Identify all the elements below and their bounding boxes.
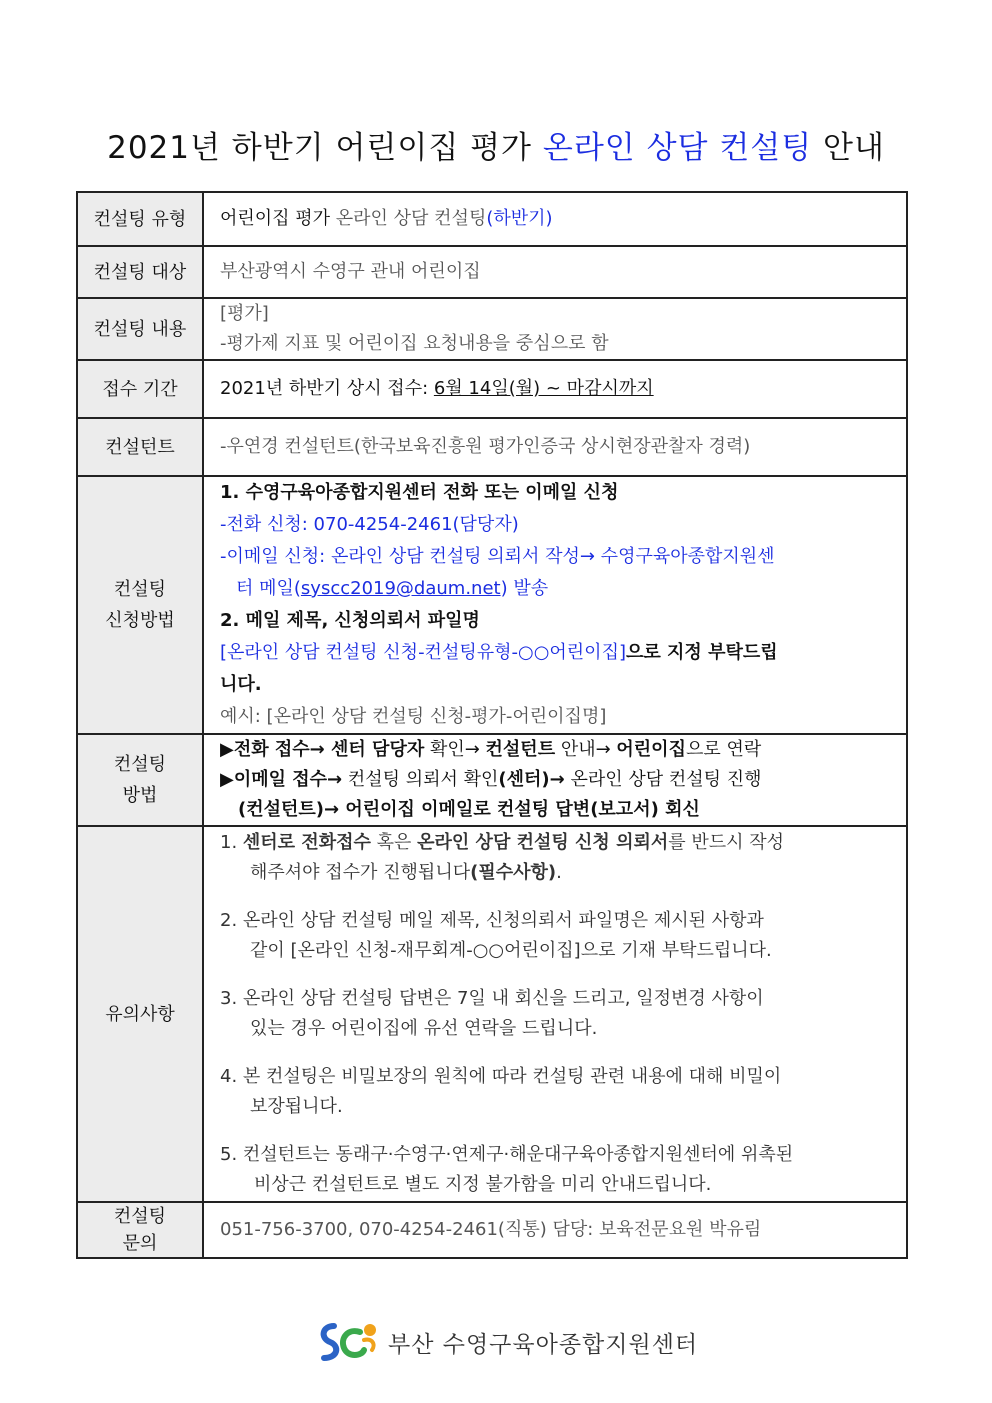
- label-type: 컨설팅 유형: [77, 192, 203, 246]
- row-notes: [77, 826, 907, 1202]
- note-4: [220, 1062, 896, 1122]
- note-2: [220, 906, 896, 966]
- label-period: 접수 기간: [77, 360, 203, 418]
- method-l2c: (센터)→: [498, 769, 565, 790]
- apply-line1: 1. 수영구육아종합지원센터 전화 또는 이메일 신청: [220, 482, 619, 503]
- apply-example: 예시: [온라인 상담 컨설팅 신청-평가-어린이집명]: [220, 706, 607, 727]
- email-link[interactable]: syscc2019@daum.net: [300, 578, 501, 599]
- note2-a: 2. 온라인 상담 컨설팅 메일 제목, 신청의뢰서 파일명은 제시된 사항과: [220, 910, 764, 931]
- row-target: [77, 246, 907, 298]
- value-period: [203, 360, 907, 418]
- method-l1b: 확인→: [424, 739, 486, 760]
- label-notes: 유의사항: [77, 826, 203, 1202]
- value-contact: 051-756-3700, 070-4254-2461(직통) 담당: 보육전문요원 박유림: [203, 1202, 907, 1258]
- apply-email-cont-a: 터 메일(: [236, 578, 301, 599]
- note1-g: (필수사항): [470, 862, 557, 883]
- note-1: [220, 828, 896, 888]
- label-apply-1: 컨설팅: [113, 579, 167, 600]
- center-logo-icon: [318, 1320, 380, 1364]
- title-highlight: 온라인 상담 컨설팅: [542, 130, 813, 166]
- note-5: [220, 1140, 896, 1200]
- info-table: [76, 191, 908, 1259]
- title-part3: 안내: [812, 130, 885, 166]
- type-value-b: 온라인 상담 컨설팅: [335, 208, 487, 229]
- note1-h: .: [556, 862, 562, 883]
- row-content: [77, 298, 907, 360]
- note5-b: 비상근 컨설턴트로 별도 지정 불가함을 미리 안내드립니다.: [254, 1174, 712, 1195]
- value-target: 부산광역시 수영구 관내 어린이집: [203, 246, 907, 298]
- method-l1e: 어린이집: [616, 739, 686, 760]
- note1-num: 1.: [220, 832, 243, 853]
- apply-line6: [220, 637, 896, 669]
- note1-c: 혹은: [370, 832, 418, 853]
- method-l2b: 컨설팅 의뢰서 확인: [342, 769, 499, 790]
- apply-email-cont: [220, 573, 896, 605]
- content-line1: [평가]: [220, 303, 269, 324]
- period-deadline: 6월 14일(월) ~ 마감시까지: [433, 378, 654, 399]
- apply-email-cont-c: ) 발송: [500, 578, 549, 599]
- note-3: [220, 984, 896, 1044]
- type-value-c: (하반기): [486, 208, 553, 229]
- apply-email: -이메일 신청: 온라인 상담 컨설팅 의뢰서 작성→ 수영구육아종합지원센: [220, 546, 775, 567]
- type-value-a: 어린이집 평가: [220, 208, 336, 229]
- note3-a: 3. 온라인 상담 컨설팅 답변은 7일 내 회신을 드리고, 일정변경 사항이: [220, 988, 764, 1009]
- value-notes: [203, 826, 907, 1202]
- content-line2: -평가제 지표 및 어린이집 요청내용을 중심으로 함: [220, 333, 609, 354]
- value-content: [203, 298, 907, 360]
- method-l1d: 안내→: [555, 739, 617, 760]
- label-contact-2: 문의: [122, 1233, 158, 1254]
- method-line2: [220, 765, 896, 795]
- row-method: [77, 734, 907, 826]
- value-apply: [203, 476, 907, 734]
- note2-b: 같이 [온라인 신청-재무회계-○○어린이집]으로 기재 부탁드립니다.: [250, 940, 772, 961]
- row-consultant: [77, 418, 907, 476]
- row-period: [77, 360, 907, 418]
- label-method-1: 컨설팅: [113, 754, 167, 775]
- note4-a: 4. 본 컨설팅은 비밀보장의 원칙에 따라 컨설팅 관련 내용에 대해 비밀이: [220, 1066, 782, 1087]
- apply-subject-format: [온라인 상담 컨설팅 신청-컨설팅유형-○○어린이집]: [220, 642, 626, 663]
- note3-b: 있는 경우 어린이집에 유선 연락을 드립니다.: [250, 1018, 598, 1039]
- method-l1f: 으로 연락: [685, 739, 762, 760]
- row-type: [77, 192, 907, 246]
- apply-line5: 2. 메일 제목, 신청의뢰서 파일명: [220, 610, 480, 631]
- label-method: [77, 734, 203, 826]
- note1-e: 를 반드시 작성: [668, 832, 785, 853]
- page-title: [0, 122, 992, 167]
- row-apply: [77, 476, 907, 734]
- note5-a: 5. 컨설턴트는 동래구·수영구·연제구·해운대구육아종합지원센터에 위촉된: [220, 1144, 794, 1165]
- label-target: 컨설팅 대상: [77, 246, 203, 298]
- apply-phone: -전화 신청: 070-4254-2461(담당자): [220, 514, 519, 535]
- value-consultant: -우연경 컨설턴트(한국보육진흥원 평가인증국 상시현장관찰자 경력): [203, 418, 907, 476]
- label-apply: [77, 476, 203, 734]
- note1-b: 센터로 전화접수: [242, 832, 371, 853]
- method-line3: (컨설턴트)→ 어린이집 이메일로 컨설팅 답변(보고서) 회신: [238, 799, 700, 820]
- value-method: [203, 734, 907, 826]
- center-logo: [318, 1318, 698, 1366]
- method-l1c: 컨설턴트: [485, 739, 556, 760]
- value-type: [203, 192, 907, 246]
- apply-line7: 니다.: [220, 674, 262, 695]
- label-apply-2: 신청방법: [105, 610, 175, 631]
- title-part1: 2021년 하반기 어린이집 평가: [107, 130, 543, 166]
- method-l2d: 온라인 상담 컨설팅 진행: [564, 769, 762, 790]
- note4-b: 보장됩니다.: [250, 1096, 343, 1117]
- method-l2a: ▶이메일 접수→: [220, 769, 343, 790]
- label-content: 컨설팅 내용: [77, 298, 203, 360]
- method-l1a: ▶전화 접수→ 센터 담당자: [220, 739, 425, 760]
- label-consultant: 컨설턴트: [77, 418, 203, 476]
- method-line1: [220, 735, 896, 765]
- note1-f: 해주셔야 접수가 진행됩니다: [250, 862, 471, 883]
- label-method-2: 방법: [122, 785, 158, 806]
- apply-line6-b: 으로 지정 부탁드립: [625, 642, 778, 663]
- label-contact-1: 컨설팅: [113, 1206, 167, 1227]
- row-contact: [77, 1202, 907, 1258]
- label-contact: [77, 1202, 203, 1258]
- period-value-a: 2021년 하반기 상시 접수:: [220, 378, 434, 399]
- logo-text: 부산 수영구육아종합지원센터: [388, 1331, 699, 1358]
- note1-d: 온라인 상담 컨설팅 신청 의뢰서: [417, 832, 669, 853]
